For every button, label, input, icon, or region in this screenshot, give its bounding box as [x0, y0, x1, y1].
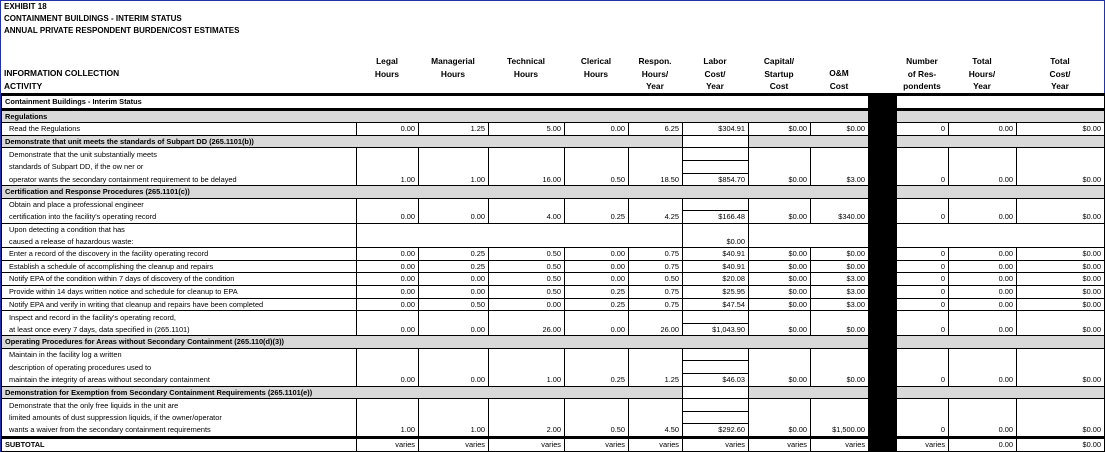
- section-right-blank: [897, 186, 1105, 199]
- cell-managerial: 0.00: [419, 211, 489, 224]
- row-label: Read the Regulations: [2, 123, 357, 136]
- table-row: [2, 273, 1105, 286]
- cell-respondents: 0: [897, 248, 949, 261]
- section-gap: [749, 135, 869, 148]
- page-title: CONTAINMENT BUILDINGS - INTERIM STATUS: [4, 14, 182, 23]
- row-label: certification into the facility's operating record: [2, 211, 357, 224]
- cell-labor: $166.48: [683, 211, 749, 224]
- table-row: [2, 248, 1105, 261]
- cell-capital: $0.00: [749, 273, 811, 286]
- table-row: [2, 311, 1105, 324]
- cell-managerial: varies: [419, 438, 489, 452]
- row-label: Upon detecting a condition that has: [2, 223, 357, 235]
- burden-table: [1, 93, 1105, 452]
- cell-labor: $20.08: [683, 273, 749, 286]
- cell-om: $0.00: [811, 248, 869, 261]
- cell-total-hours: 0.00: [949, 211, 1017, 224]
- row-label: at least once every 7 days, data specified in (265.1101): [2, 323, 357, 336]
- cell-managerial: 0.00: [419, 374, 489, 387]
- cell-capital: $0.00: [749, 211, 811, 224]
- col-header-clerical: Clerical Hours: [580, 56, 612, 79]
- activity-header: [4, 67, 119, 93]
- activity-header-line2: ACTIVITY: [4, 81, 43, 91]
- exhibit-label: EXHIBIT 18: [4, 2, 47, 11]
- cell-total-hours: 0.00: [949, 273, 1017, 286]
- subtotal-row: [2, 438, 1105, 452]
- table-row: [2, 298, 1105, 311]
- cell-om: $0.00: [811, 123, 869, 136]
- cell-technical: 0.50: [489, 260, 565, 273]
- cell-clerical: 0.50: [565, 173, 629, 186]
- table-row: [2, 411, 1105, 424]
- section-gap: [749, 386, 869, 399]
- cell-technical: 0.00: [489, 298, 565, 311]
- cell-clerical: varies: [565, 438, 629, 452]
- cell-respon: 0.75: [629, 285, 683, 298]
- cell-technical: 2.00: [489, 424, 565, 438]
- row-label: Enter a record of the discovery in the facility operating record: [2, 248, 357, 261]
- row-label: maintain the integrity of areas without secondary containment: [2, 374, 357, 387]
- cell-total-cost: $0.00: [1017, 123, 1105, 136]
- row-label: Demonstrate that the unit substantially meets: [2, 148, 357, 161]
- table-row: [2, 260, 1105, 273]
- cell-om: $0.00: [811, 260, 869, 273]
- row-label: Obtain and place a professional engineer: [2, 198, 357, 211]
- cell-total-cost: $0.00: [1017, 298, 1105, 311]
- cell-legal: 0.00: [357, 123, 419, 136]
- col-header-respon-hours: Respon. Hours/ Year: [638, 56, 672, 91]
- cell-respon: 1.25: [629, 374, 683, 387]
- cell-labor: $25.95: [683, 285, 749, 298]
- table-row: [2, 361, 1105, 374]
- row-label: Notify EPA and verify in writing that cleanup and repairs have been completed: [2, 298, 357, 311]
- cell-total-cost: $0.00: [1017, 248, 1105, 261]
- section-gap: [683, 135, 749, 148]
- title-right-blank: [897, 95, 1105, 110]
- cell-clerical: 0.25: [565, 285, 629, 298]
- cell-labor: varies: [683, 438, 749, 452]
- cell-capital: $0.00: [749, 424, 811, 438]
- section-row-certification: [2, 186, 1105, 199]
- cell-capital: $0.00: [749, 298, 811, 311]
- cell-om: $3.00: [811, 173, 869, 186]
- cell-respondents: varies: [897, 438, 949, 452]
- cell-legal: 0.00: [357, 273, 419, 286]
- section-title: Containment Buildings - Interim Status: [2, 95, 869, 110]
- cell-managerial: 0.50: [419, 298, 489, 311]
- cell-capital: varies: [749, 438, 811, 452]
- cell-capital: $0.00: [749, 123, 811, 136]
- section-label: Demonstration for Exemption from Secondary Containment Requirements (265.1101(e)): [2, 386, 683, 399]
- cell-labor: $1,043.90: [683, 323, 749, 336]
- cell-total-cost: $0.00: [1017, 285, 1105, 298]
- table-row: [2, 424, 1105, 438]
- row-label: caused a release of hazardous waste:: [2, 236, 357, 248]
- section-title-row: [2, 95, 1105, 110]
- cell-respondents: 0: [897, 123, 949, 136]
- activity-header-line1: INFORMATION COLLECTION: [4, 68, 120, 78]
- cell-capital: $0.00: [749, 285, 811, 298]
- table-row: [2, 236, 1105, 248]
- col-header-total-hours: Total Hours/ Year: [968, 56, 996, 91]
- col-header-labor-cost: Labor Cost/ Year: [703, 56, 727, 91]
- cell-respondents: 0: [897, 285, 949, 298]
- row-label: Maintain in the facility log a written: [2, 348, 357, 361]
- row-label: limited amounts of dust suppression liquids, if the owner/operator: [2, 411, 357, 424]
- cell-legal: varies: [357, 438, 419, 452]
- section-row-regulations: [2, 109, 1105, 123]
- cell-om: $0.00: [811, 323, 869, 336]
- cell-managerial: 1.00: [419, 173, 489, 186]
- cell-total-hours: 0.00: [949, 438, 1017, 452]
- cell-om: $3.00: [811, 285, 869, 298]
- cell-respon: 0.75: [629, 260, 683, 273]
- cell-technical: 16.00: [489, 173, 565, 186]
- row-label: operator wants the secondary containment requirement to be delayed: [2, 173, 357, 186]
- cell-total-hours: 0.00: [949, 323, 1017, 336]
- cell-om: $340.00: [811, 211, 869, 224]
- cell-capital: $0.00: [749, 248, 811, 261]
- cell-total-cost: $0.00: [1017, 323, 1105, 336]
- cell-capital: $0.00: [749, 374, 811, 387]
- cell-total-hours: 0.00: [949, 374, 1017, 387]
- cell-om: $3.00: [811, 298, 869, 311]
- table-row: [2, 123, 1105, 136]
- section-row-operating: [2, 336, 1105, 349]
- table-row: [2, 348, 1105, 361]
- col-header-managerial: Managerial Hours: [431, 56, 475, 79]
- cell-total-hours: 0.00: [949, 298, 1017, 311]
- cell-labor: $304.91: [683, 123, 749, 136]
- cell-labor: $40.91: [683, 248, 749, 261]
- cell-respon: 26.00: [629, 323, 683, 336]
- cell-total-hours: 0.00: [949, 285, 1017, 298]
- section-right-blank: [897, 109, 1105, 123]
- section-label: Certification and Response Procedures (265.1101(c)): [2, 186, 869, 199]
- cell-legal: 0.00: [357, 298, 419, 311]
- cell-respon: 0.75: [629, 248, 683, 261]
- section-right-blank: [897, 386, 1105, 399]
- cell-total-cost: $0.00: [1017, 211, 1105, 224]
- cell-total-hours: 0.00: [949, 248, 1017, 261]
- cell-clerical: 0.00: [565, 248, 629, 261]
- table-row: [2, 374, 1105, 387]
- row-label: standards of Subpart DD, if the ow ner or: [2, 160, 357, 173]
- cell-respon: 4.50: [629, 424, 683, 438]
- page-subtitle: ANNUAL PRIVATE RESPONDENT BURDEN/COST ESTIMATES: [4, 26, 240, 35]
- section-right-blank: [897, 135, 1105, 148]
- cell-technical: 0.50: [489, 273, 565, 286]
- table-row: [2, 148, 1105, 161]
- cell-om: varies: [811, 438, 869, 452]
- cell-clerical: 0.00: [565, 273, 629, 286]
- cell-legal: 0.00: [357, 211, 419, 224]
- cell-technical: 26.00: [489, 323, 565, 336]
- col-header-technical: Technical Hours: [506, 56, 545, 79]
- cell-clerical: 0.50: [565, 424, 629, 438]
- row-label: Demonstrate that the only free liquids in the unit are: [2, 399, 357, 412]
- cell-total-hours: 0.00: [949, 123, 1017, 136]
- cell-clerical: 0.25: [565, 374, 629, 387]
- section-right-blank: [897, 336, 1105, 349]
- cell-clerical: 0.00: [565, 260, 629, 273]
- cell-respondents: 0: [897, 211, 949, 224]
- cell-respondents: 0: [897, 374, 949, 387]
- cell-total-hours: 0.00: [949, 173, 1017, 186]
- cell-total-hours: 0.00: [949, 424, 1017, 438]
- cell-managerial: 0.00: [419, 323, 489, 336]
- table-row: [2, 211, 1105, 224]
- cell-legal: 0.00: [357, 260, 419, 273]
- cell-technical: 0.50: [489, 248, 565, 261]
- cell-labor: $40.91: [683, 260, 749, 273]
- col-header-capital-cost: Capital/ Startup Cost: [763, 56, 795, 91]
- cell-om: $0.00: [811, 374, 869, 387]
- cell-technical: 5.00: [489, 123, 565, 136]
- section-label: Operating Procedures for Areas without Secondary Containment (265.110(d)(3)): [2, 336, 869, 349]
- cell-om: $1,500.00: [811, 424, 869, 438]
- row-label: wants a waiver from the secondary containment requirements: [2, 424, 357, 438]
- cell-total-cost: $0.00: [1017, 438, 1105, 452]
- cell-respon: 18.50: [629, 173, 683, 186]
- col-header-om-cost: O&M Cost: [829, 68, 849, 91]
- cell-total-cost: $0.00: [1017, 260, 1105, 273]
- table-row: [2, 198, 1105, 211]
- cell-clerical: 0.00: [565, 123, 629, 136]
- table-row: [2, 285, 1105, 298]
- cell-total-hours: 0.00: [949, 260, 1017, 273]
- section-row-exemption: [2, 386, 1105, 399]
- cell-managerial: 0.25: [419, 248, 489, 261]
- col-header-total-cost: Total Cost/ Year: [1049, 56, 1071, 91]
- row-label: description of operating procedures used to: [2, 361, 357, 374]
- cell-technical: 1.00: [489, 374, 565, 387]
- cell-respondents: 0: [897, 260, 949, 273]
- cell-legal: 0.00: [357, 323, 419, 336]
- cell-legal: 1.00: [357, 173, 419, 186]
- cell-clerical: 0.00: [565, 323, 629, 336]
- black-separator: [869, 95, 897, 452]
- section-gap: [683, 386, 749, 399]
- section-label: Regulations: [2, 109, 869, 123]
- cell-labor: $292.60: [683, 424, 749, 438]
- cell-legal: 0.00: [357, 374, 419, 387]
- cell-labor: $46.03: [683, 374, 749, 387]
- cell-technical: 4.00: [489, 211, 565, 224]
- cell-respon: 4.25: [629, 211, 683, 224]
- row-label: Inspect and record in the facility's operating record,: [2, 311, 357, 324]
- cell-managerial: 1.00: [419, 424, 489, 438]
- row-label: Establish a schedule of accomplishing the cleanup and repairs: [2, 260, 357, 273]
- row-label: Notify EPA of the condition within 7 days of discovery of the condition: [2, 273, 357, 286]
- cell-legal: 1.00: [357, 424, 419, 438]
- cell-om: $3.00: [811, 273, 869, 286]
- cell-respon: 6.25: [629, 123, 683, 136]
- row-label: Provide within 14 days written notice and schedule for cleanup to EPA: [2, 285, 357, 298]
- cell-capital: $0.00: [749, 260, 811, 273]
- cell-total-cost: $0.00: [1017, 424, 1105, 438]
- cell-managerial: 0.25: [419, 260, 489, 273]
- cell-technical: 0.50: [489, 285, 565, 298]
- col-header-respondents: Number of Res- pondents: [903, 56, 941, 91]
- cell-respon: varies: [629, 438, 683, 452]
- cell-respon: 0.50: [629, 273, 683, 286]
- table-row: [2, 323, 1105, 336]
- cell-labor: $854.70: [683, 173, 749, 186]
- cell-capital: $0.00: [749, 173, 811, 186]
- cell-respondents: 0: [897, 298, 949, 311]
- cell-clerical: 0.25: [565, 211, 629, 224]
- cell-respon: 0.75: [629, 298, 683, 311]
- cell-total-cost: $0.00: [1017, 173, 1105, 186]
- cell-total-cost: $0.00: [1017, 273, 1105, 286]
- cell-managerial: 1.25: [419, 123, 489, 136]
- cell-labor: $0.00: [683, 236, 749, 248]
- cell-technical: varies: [489, 438, 565, 452]
- col-header-legal: Legal Hours: [374, 56, 400, 79]
- cell-legal: 0.00: [357, 285, 419, 298]
- table-row: [2, 399, 1105, 412]
- cell-managerial: 0.00: [419, 273, 489, 286]
- cell-clerical: 0.25: [565, 298, 629, 311]
- cell-respondents: 0: [897, 424, 949, 438]
- cell-labor: $47.54: [683, 298, 749, 311]
- cell-total-cost: $0.00: [1017, 374, 1105, 387]
- section-row-demonstrate: [2, 135, 1105, 148]
- cell-managerial: 0.00: [419, 285, 489, 298]
- cell-capital: $0.00: [749, 323, 811, 336]
- cell-respondents: 0: [897, 273, 949, 286]
- cell-respondents: 0: [897, 323, 949, 336]
- subtotal-label: SUBTOTAL: [2, 438, 357, 452]
- table-row: [2, 223, 1105, 235]
- table-row: [2, 160, 1105, 173]
- table-row: [2, 173, 1105, 186]
- cell-legal: 0.00: [357, 248, 419, 261]
- cell-respondents: 0: [897, 173, 949, 186]
- section-label: Demonstrate that unit meets the standards of Subpart DD (265.1101(b)): [2, 135, 683, 148]
